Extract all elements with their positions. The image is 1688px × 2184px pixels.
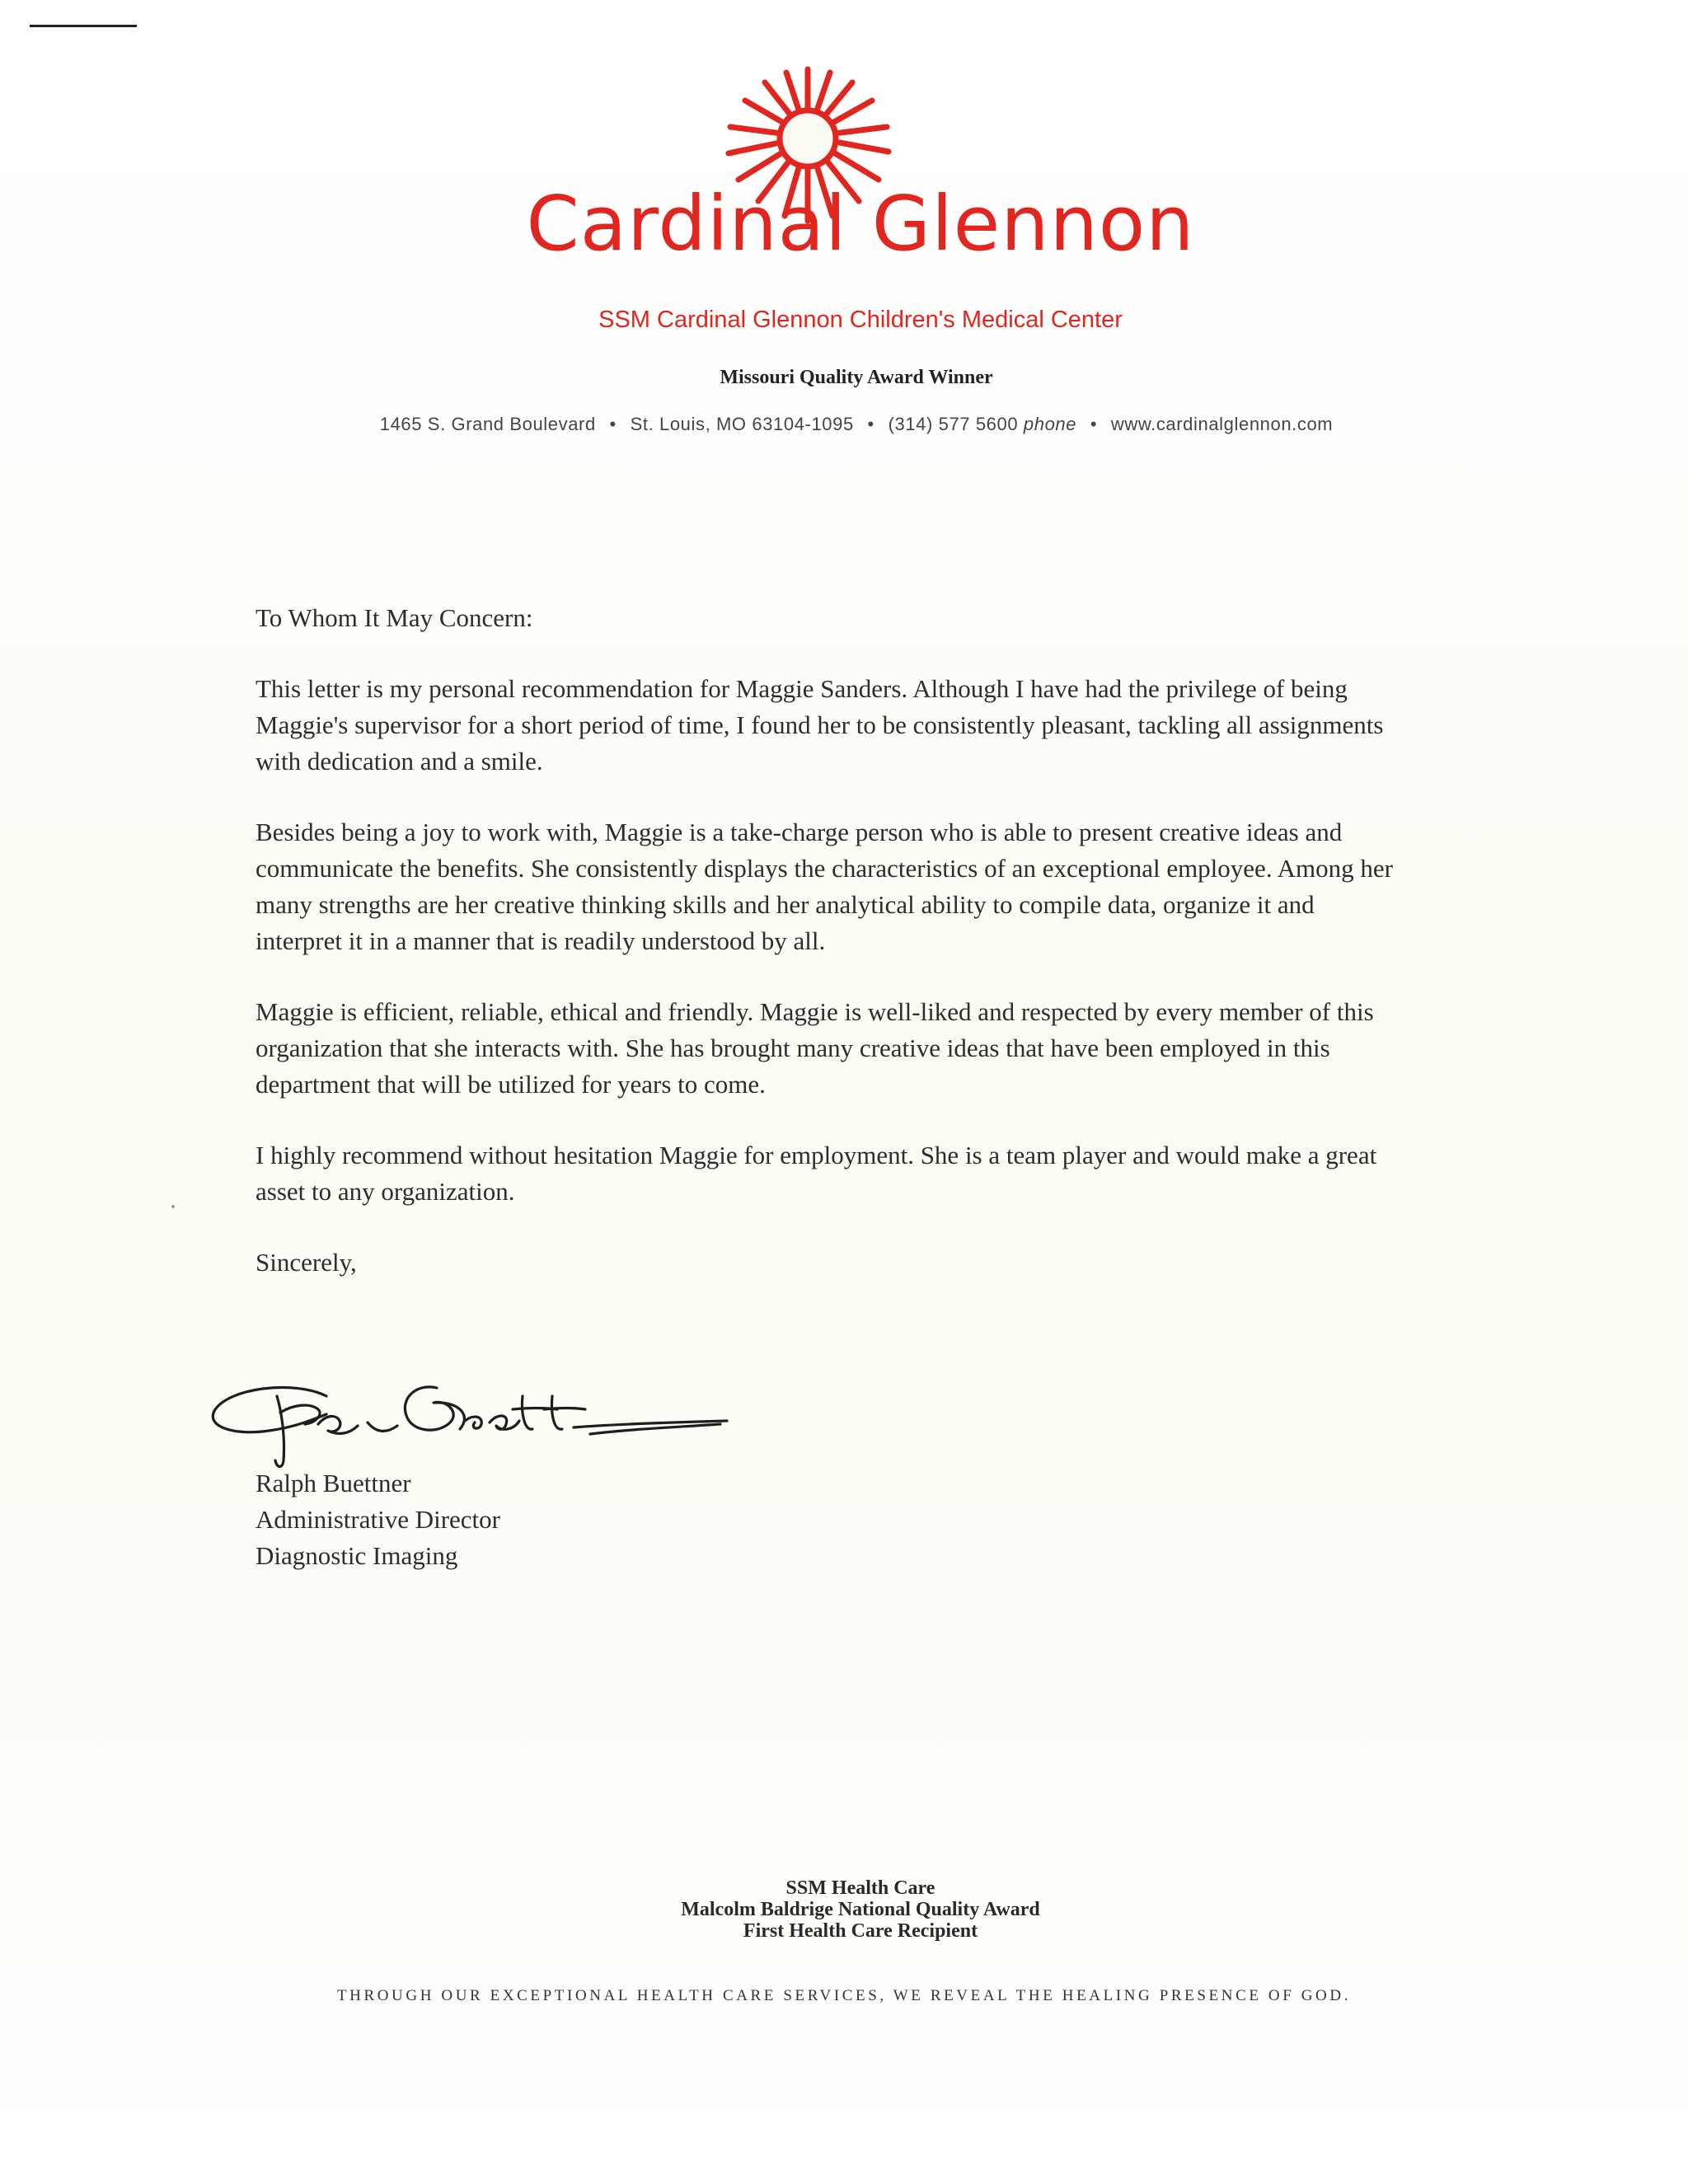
- signer-department: Diagnostic Imaging: [256, 1541, 458, 1570]
- paragraph-1: This letter is my personal recommendation for Maggie Sanders. Although I have had the privilege of being Maggie's supervisor for a short period of time, I found her to be consistently pleasant, tackling all assignments with dedication and a smile.: [256, 674, 1384, 776]
- closing: Sincerely,: [256, 1248, 357, 1277]
- separator: •: [1090, 414, 1098, 434]
- street-address: 1465 S. Grand Boulevard: [379, 414, 596, 434]
- organization-subtitle: SSM Cardinal Glennon Children's Medical Center: [598, 307, 1123, 333]
- signer-name: Ralph Buettner: [256, 1469, 411, 1497]
- signer-title: Administrative Director: [256, 1505, 500, 1534]
- footer-line-1: SSM Health Care: [785, 1877, 935, 1899]
- paragraph-3: Maggie is efficient, reliable, ethical and friendly. Maggie is well-liked and respected by every member of this organization that she interacts with. She has brought many creative ideas that have been employed in this department that will be utilized for years to come.: [256, 997, 1374, 1099]
- website-link[interactable]: www.cardinalglennon.com: [1110, 414, 1334, 434]
- award-line: Missouri Quality Award Winner: [720, 367, 993, 388]
- phone-number: (314) 577 5600: [888, 414, 1019, 434]
- footer-motto: THROUGH OUR EXCEPTIONAL HEALTH CARE SERVICES, WE REVEAL THE HEALING PRESENCE OF GOD.: [336, 1987, 1352, 2004]
- paragraph-2: Besides being a joy to work with, Maggie is a take-charge person who is able to present creative ideas and communicate the benefits. She consistently displays the characteristics of an exceptional employee. Among her many strengths are her creative thinking skills and her analytical ability to compile data, organize it and interpret it in a manner that is readily understood by all.: [256, 818, 1393, 955]
- signature-block: [256, 1465, 500, 1574]
- scan-artifact-line: [30, 25, 137, 27]
- separator: •: [609, 414, 617, 434]
- footer-line-3: First Health Care Recipient: [743, 1920, 978, 1942]
- phone-label: phone: [1023, 414, 1077, 434]
- separator: •: [867, 414, 874, 434]
- salutation: To Whom It May Concern:: [256, 603, 533, 632]
- footer-line-2: Malcolm Baldrige National Quality Award: [681, 1899, 1040, 1920]
- footer-block: [0, 1877, 1688, 1942]
- address-line: [0, 415, 1688, 434]
- organization-name: Cardinal Glennon: [526, 180, 1195, 268]
- letter-body: [256, 600, 1393, 1281]
- handwritten-signature-icon: [203, 1363, 738, 1470]
- scan-artifact-dot: [171, 1205, 175, 1208]
- paragraph-4: I highly recommend without hesitation Maggie for employment. She is a team player and would make a great asset to any organization.: [256, 1141, 1377, 1206]
- city-address: St. Louis, MO 63104-1095: [630, 414, 854, 434]
